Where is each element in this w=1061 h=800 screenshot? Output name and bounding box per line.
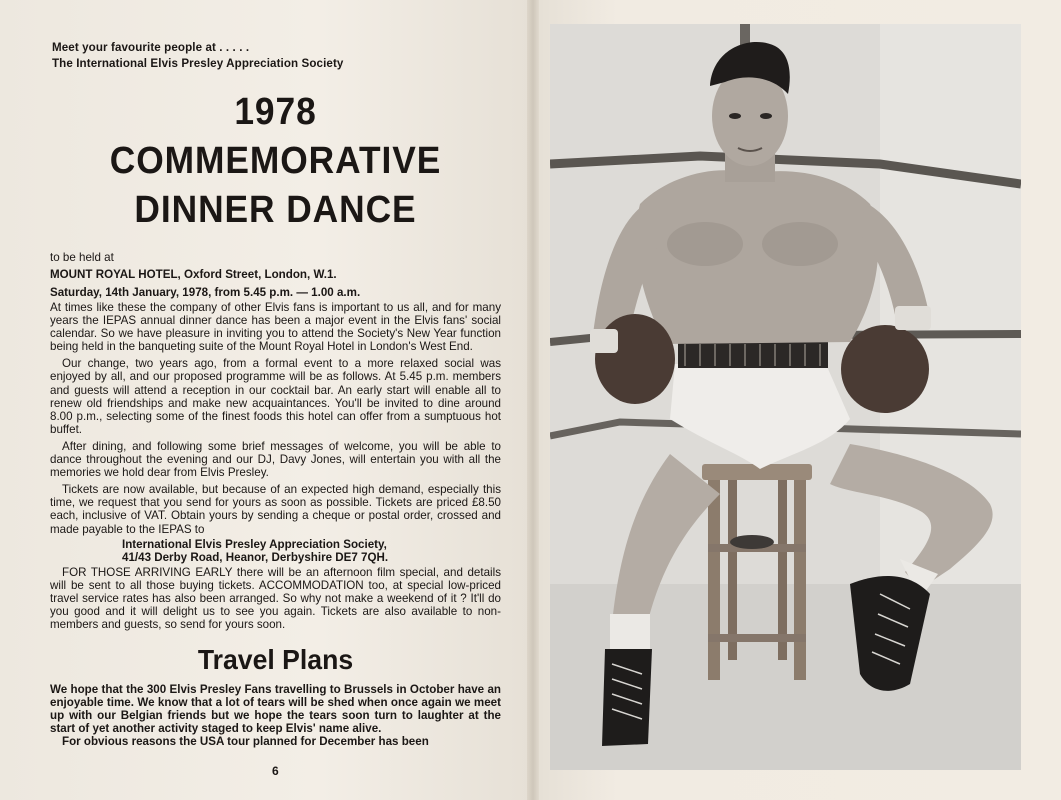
address-line-2: 41/43 Derby Road, Heanor, Derbyshire DE7 7QH. [122,550,389,564]
paragraph-5: FOR THOSE ARRIVING EARLY there will be an afternoon film special, and details will be sent to all those buying tickets. ACCOMMODATION too, at special low-priced travel service rates has also been arranged. So why not make a weekend of it ? It'll do you good and it will delight us to see you again. Tickets are also available to non-members and guests, so send for yours soon. [50,565,501,631]
address-line-1: International Elvis Presley Appreciation Society, [122,537,387,551]
page-title [66,88,485,235]
photo-illustration [550,24,1021,770]
page-number: 6 [272,764,279,778]
postal-address [50,538,501,564]
travel-paragraph-1: We hope that the 300 Elvis Presley Fans travelling to Brussels in October have an enjoyable time. We know that a lot of tears will be shed when once again we meet up with our Belgian friends but we hope the tears soon turn to laughter at the start of yet another activity staged to keep Elvis' name alive. [50,683,501,736]
title-line-2: DINNER DANCE [134,189,417,231]
paragraph-4: Tickets are now available, but because of an expected high demand, especially this time, we request that you send for yours as soon as possible. Tickets are priced £8.50 each, inclusive of VAT. Obtain yours by sending a cheque or postal order, crossed and made payable to the IEPAS to [50,483,501,536]
held-at-label: to be held at [50,251,114,264]
book-gutter [527,0,539,800]
travel-plans-heading: Travel Plans [197,644,354,676]
boxer-portrait-photo [550,24,1021,770]
event-date: Saturday, 14th January, 1978, from 5.45 p.m. — 1.00 a.m. [50,286,361,299]
intro-line-1: Meet your favourite people at . . . . . [52,41,250,54]
venue: MOUNT ROYAL HOTEL, Oxford Street, London, W.1. [50,268,337,281]
travel-paragraph-2: For obvious reasons the USA tour planned for December has been [62,735,429,749]
paragraph-1: At times like these the company of other Elvis fans is important to us all, and for many years the IEPAS annual dinner dance has been a major event in the Elvis fans' social calendar. So we have pleasure in inviting you to attend the Society's New Year function being held in the banqueting suite of the Mount Royal Hotel in London's West End. [50,301,501,354]
title-line-1: 1978 COMMEMORATIVE [109,91,442,182]
paragraph-2: Our change, two years ago, from a formal event to a more relaxed social was enjoyed by all, and our proposed programme will be as follows. At 5.45 p.m. members and guests will attend a reception in our cocktail bar. An early start will enable all to renew old friendships and make new acquaintances. You'll be invited to dine around 8.00 p.m., selecting some of the finest foods this hotel can offer from a sumptuous hot buffet. [50,357,501,436]
paragraph-3: After dining, and following some brief messages of welcome, you will be able to dance throughout the evening and our DJ, Davy Jones, will entertain you with all the memories we hold dear from Elvis Presley. [50,439,501,480]
text-column [50,40,501,749]
intro-line-2: The International Elvis Presley Appreciation Society [52,57,344,70]
